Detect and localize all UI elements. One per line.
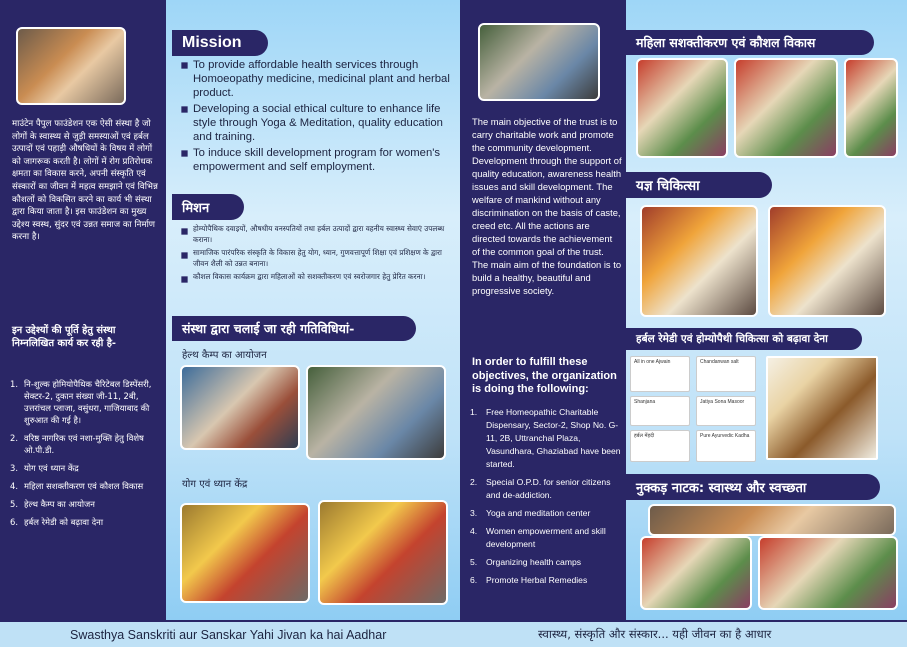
health-camp-label: हेल्थ कैम्प का आयोजन <box>182 350 267 361</box>
list-item: 6. Promote Herbal Remedies <box>470 575 588 585</box>
list-item: 4. Women empowerment and skill development <box>470 526 606 549</box>
women-empowerment-heading: महिला सशक्तीकरण एवं कौशल विकास <box>626 30 874 55</box>
remedy-card <box>696 430 756 462</box>
health-camp-photo-1 <box>180 365 300 450</box>
remedy-card <box>630 430 690 462</box>
mission-heading: Mission <box>172 30 268 56</box>
street-play-photo-3 <box>758 536 898 610</box>
foundation-intro-hindi: माउंटेन पैपुल फाउंडेशन एक ऐसी संस्था है जो लोगों के स्वास्थ्य से जुड़ी समस्याओं एवं हर्बल उत्पादों एवं पहाड़ी औषधियों के विषय में लोगों को जागरूक करती है। लोगों में रोग प्रतिरोधक क्षमता का विकास करने, अपनी संस्कृति एवं संस्कारों का जीवन में महत्व समझाने एवं विभिन्न कौशलों को विकसित करने का कार्य भी संस्था द्वारा किया जाता है। इस फाउंडेशन का मुख्य उद्देश्य स्वस्थ, सुंदर एवं उन्नत समाज का निर्माण करना है। <box>12 119 158 243</box>
square-bullet-icon <box>181 62 187 68</box>
list-item: To provide affordable health services through Homoeopathy medicine, medicinal plant and herbal product. <box>180 58 452 100</box>
square-bullet-icon <box>181 228 187 234</box>
remedy-card <box>696 356 756 392</box>
list-item: होम्योपैथिक दवाइयों, औषधीय वनस्पतियों तथा हर्बल उत्पादों द्वारा वहनीय स्वास्थ्य सेवाएं उपलब्ध कराना। <box>180 224 452 245</box>
objectives-heading-hindi: इन उद्देश्यों की पूर्ति हेतु संस्था निम्नलिखित कार्य कर रही है- <box>12 325 116 349</box>
women-photo-2 <box>734 58 838 158</box>
footer-tagline-hindi: स्वास्थ्य, संस्कृति और संस्कार... यही जीवन का है आधार <box>538 627 772 641</box>
list-item: 4. महिला सशक्तीकरण एवं कौशल विकास <box>10 481 144 491</box>
yagya-photo-2 <box>768 205 886 317</box>
remedy-label: Chandanwan salt <box>700 359 739 365</box>
remedy-card <box>696 396 756 426</box>
footer-tagline-english: Swasthya Sanskriti aur Sanskar Yahi Jivan ka hai Aadhar <box>70 628 387 642</box>
square-bullet-icon <box>181 106 187 112</box>
yoga-label: योग एवं ध्यान केंद्र <box>182 479 248 490</box>
list-item: 2. वरिष्ठ नागरिक एवं नशा-मुक्ति हेतु विशेष ओ.पी.डी. <box>10 433 144 455</box>
list-item: 1. नि-शुल्क होमियोपैथिक चैरिटेबल डिस्पेंसरी, सेक्टर-2, दुकान संख्या जी-11, 2बी, उत्तरांचल प्लाजा, वसुंधरा, गाजियाबाद की शुरुआत की गई है। <box>10 379 152 425</box>
women-photo-1 <box>636 58 728 158</box>
footer-bar <box>0 620 907 647</box>
left-panel <box>0 0 166 620</box>
remedy-label: All in one Ajwain <box>634 359 671 365</box>
street-play-photo-1 <box>648 504 896 536</box>
yoga-photo-2 <box>318 500 448 605</box>
mission-hindi-list <box>180 224 452 287</box>
women-photo-3 <box>844 58 898 158</box>
list-item: 5. Organizing health camps <box>470 557 582 567</box>
list-item: 3. Yoga and meditation center <box>470 508 591 518</box>
list-item: 1. Free Homeopathic Charitable Dispensary, Sector-2, Shop No. G-11, 2B, Uttranchal Plaza, Vasundhara, Ghaziabad have been started. <box>470 407 621 469</box>
herbal-products-photo <box>766 356 878 460</box>
remedy-label: Pure Ayurvedic Kadha <box>700 433 750 439</box>
street-play-heading: नुक्कड़ नाटक: स्वास्थ्य और स्वच्छता <box>626 474 880 500</box>
yagya-photo-1 <box>640 205 758 317</box>
herbal-remedy-heading: हर्बल रेमेडी एवं होम्योपैथी चिकित्सा को बढ़ावा देना <box>626 328 862 350</box>
remedy-label: हर्बल मेंहदी <box>634 433 655 439</box>
group-photo <box>478 23 600 101</box>
health-camp-photo-2 <box>306 365 446 460</box>
square-bullet-icon <box>181 276 187 282</box>
remedy-label: Shanjana <box>634 399 656 405</box>
objectives-heading: In order to fulfill these objectives, the organization is doing the following: <box>472 356 617 396</box>
list-item: सामाजिक पारंपरिक संस्कृति के विकास हेतु योग, ध्यान, गुणवत्तापूर्ण शिक्षा एवं प्रशिक्षण के द्वारा जीवन शैली को उन्नत बनाना। <box>180 248 452 269</box>
list-item: कौशल विकास कार्यक्रम द्वारा महिलाओं को सशक्तीकरण एवं स्वरोजगार हेतु प्रेरित करना। <box>180 272 452 284</box>
list-item: Developing a social ethical culture to enhance life style through Yoga & Meditation, quality education and training. <box>180 102 452 144</box>
street-play-photo-2 <box>640 536 752 610</box>
dispensary-photo <box>16 27 126 105</box>
mission-list <box>180 58 452 176</box>
objectives-list-hindi <box>10 378 160 534</box>
mission-hindi-heading: मिशन <box>172 194 244 220</box>
list-item: To induce skill development program for women's empowerment and self employment. <box>180 146 452 174</box>
remedy-card <box>630 356 690 392</box>
remedy-label: Jatiya Sona Masoor <box>700 399 745 405</box>
yagya-heading: यज्ञ चिकित्सा <box>626 172 772 198</box>
list-item: 6. हर्बल रेमेडी को बढ़ावा देना <box>10 517 103 527</box>
square-bullet-icon <box>181 150 187 156</box>
remedy-card <box>630 396 690 426</box>
list-item: 5. हेल्थ कैम्प का आयोजन <box>10 499 95 509</box>
activities-heading: संस्था द्वारा चलाई जा रही गतिविधियां- <box>172 316 416 341</box>
objectives-list <box>470 406 624 592</box>
yoga-photo-1 <box>180 503 310 603</box>
square-bullet-icon <box>181 252 187 258</box>
trust-objective-text: The main objective of the trust is to carry charitable work and promote the community development. Development through the support of quality education, awareness health issues and skill development. The welfare of mankind without any discrimination on the basis of caste, creed etc. All the actions are directed towards the achievement of the common goal of the trust. The main aim of the foundation is to build a healthy, beautiful and progressive society. <box>472 116 622 296</box>
list-item: 2. Special O.P.D. for senior citizens and de-addiction. <box>470 477 611 500</box>
list-item: 3. योग एवं ध्यान केंद्र <box>10 463 79 473</box>
